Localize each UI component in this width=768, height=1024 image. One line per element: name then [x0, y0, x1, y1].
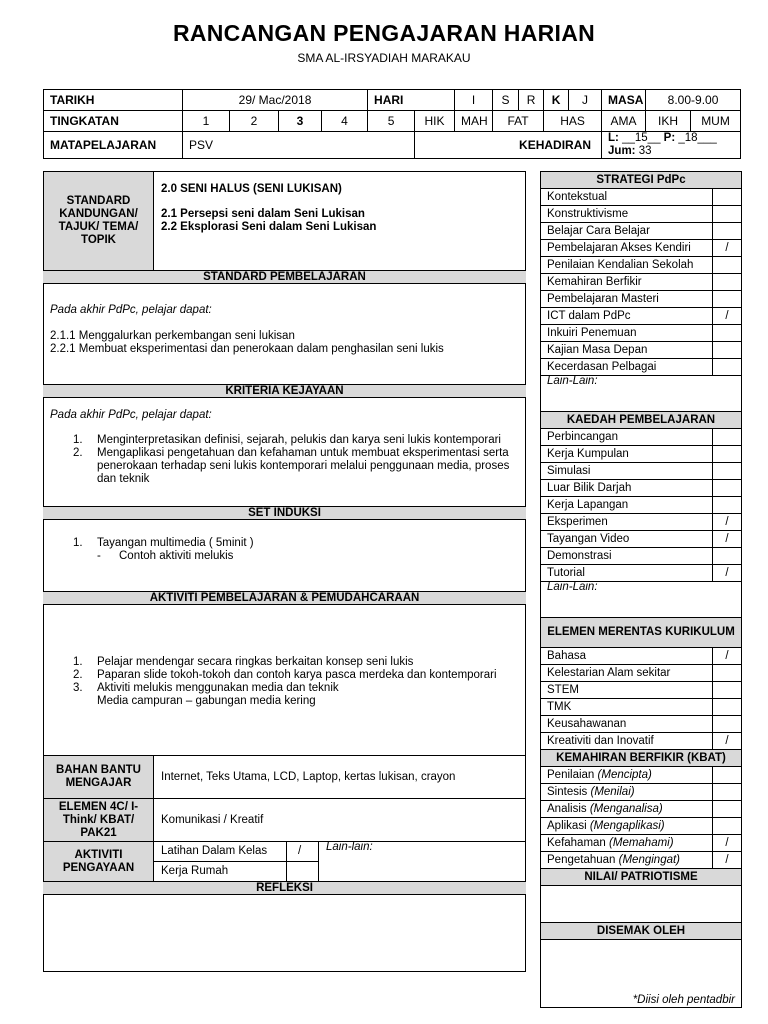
- checkmark-cell[interactable]: /: [713, 835, 742, 852]
- lelaki-label: L:: [608, 132, 619, 144]
- kaedah-item[interactable]: [541, 429, 742, 446]
- checkmark-cell[interactable]: [713, 223, 742, 240]
- kbat-item-label: Kefahaman: [547, 837, 606, 849]
- strategi-item[interactable]: [541, 223, 742, 240]
- refleksi-heading: REFLEKSI: [43, 881, 526, 895]
- checkmark-cell[interactable]: [713, 257, 742, 274]
- standard-pembelajaran-heading: STANDARD PEMBELAJARAN: [43, 270, 526, 284]
- perempuan-count: _18___: [678, 132, 717, 144]
- emk-item[interactable]: [541, 716, 742, 733]
- kaedah-item[interactable]: [541, 548, 742, 565]
- kbat-item[interactable]: [541, 767, 742, 784]
- school-name: SMA AL-IRSYADIAH MARAKAU: [297, 51, 471, 65]
- disemak-heading: DISEMAK OLEH: [541, 923, 742, 940]
- emk-item-label: STEM: [547, 684, 579, 696]
- strategi-heading: STRATEGI PdPc: [541, 172, 742, 189]
- tingkatan-cell[interactable]: 2: [230, 111, 279, 132]
- kbat-heading: KEMAHIRAN BERFIKIR (KBAT): [541, 750, 742, 767]
- strategi-item[interactable]: [541, 291, 742, 308]
- strategi-item[interactable]: [541, 274, 742, 291]
- strategi-item[interactable]: [541, 308, 742, 325]
- tingkatan-cell-selected[interactable]: 3: [279, 111, 322, 132]
- elemen-4c-value[interactable]: Komunikasi / Kreatif: [161, 814, 264, 826]
- disemak-field[interactable]: [541, 940, 742, 1008]
- kbat-item[interactable]: [541, 801, 742, 818]
- emk-item[interactable]: [541, 682, 742, 699]
- kriteria-kejayaan-heading: KRITERIA KEJAYAAN: [43, 384, 526, 398]
- strategi-item-label: Pembelajaran Masteri: [547, 293, 659, 305]
- kbat-item-sublabel: (Mengaplikasi): [589, 820, 665, 832]
- kaedah-item[interactable]: [541, 565, 742, 582]
- checkmark-cell[interactable]: [713, 767, 742, 784]
- checkmark-cell[interactable]: [713, 682, 742, 699]
- checkmark-cell[interactable]: /: [713, 531, 742, 548]
- strategi-item-label: Pembelajaran Akses Kendiri: [547, 242, 691, 254]
- kaedah-item[interactable]: [541, 463, 742, 480]
- kehadiran-value[interactable]: [602, 132, 741, 159]
- checkmark-cell[interactable]: /: [713, 565, 742, 582]
- kaedah-item-label: Kerja Kumpulan: [547, 448, 629, 460]
- checkmark-cell[interactable]: [713, 359, 742, 376]
- strategi-item-label: Kontekstual: [547, 191, 608, 203]
- kelas-cell[interactable]: HIK: [415, 111, 455, 132]
- sk-line-2: 2.1 Persepsi seni dalam Seni Lukisan: [161, 208, 365, 220]
- strategi-item-label: Penilaian Kendalian Sekolah: [547, 259, 694, 271]
- kelas-cell[interactable]: FAT: [493, 111, 544, 132]
- kelas-cell[interactable]: HAS: [544, 111, 602, 132]
- divider: [318, 842, 319, 881]
- elemen-4c-label: ELEMEN 4C/ I-Think/ KBAT/ PAK21: [44, 799, 154, 841]
- checkmark-cell[interactable]: [713, 818, 742, 835]
- kbat-item-label: Aplikasi: [547, 820, 587, 832]
- tarikh-label: TARIKH: [44, 90, 183, 111]
- emk-item[interactable]: [541, 648, 742, 665]
- pengayaan-lain[interactable]: Lain-lain:: [326, 841, 373, 853]
- kelas-cell[interactable]: IKH: [646, 111, 691, 132]
- kaedah-item-label: Kerja Lapangan: [547, 499, 629, 511]
- kaedah-item-label: Tutorial: [547, 567, 585, 579]
- masa-label: MASA: [602, 90, 646, 111]
- strategi-item-label: Konstruktivisme: [547, 208, 629, 220]
- nilai-heading: NILAI/ PATRIOTISME: [541, 869, 742, 886]
- sp-item: 2.1.1 Menggalurkan perkembangan seni lukisan: [50, 330, 295, 342]
- strategi-item[interactable]: [541, 359, 742, 376]
- checkmark-cell[interactable]: [713, 206, 742, 223]
- tingkatan-cell[interactable]: 4: [322, 111, 368, 132]
- checkmark-cell[interactable]: /: [713, 648, 742, 665]
- sk-line-1: 2.0 SENI HALUS (SENI LUKISAN): [161, 183, 342, 195]
- checkmark-cell[interactable]: [713, 480, 742, 497]
- checkmark-cell[interactable]: [713, 274, 742, 291]
- day-cell[interactable]: J: [569, 90, 602, 111]
- bahan-bantu-label: BAHAN BANTU MENGAJAR: [44, 756, 154, 798]
- checkmark-cell[interactable]: /: [713, 308, 742, 325]
- checkmark-cell[interactable]: [713, 463, 742, 480]
- kbat-item[interactable]: [541, 852, 742, 869]
- list-item: 1. Tayangan multimedia ( 5minit ) - Contoh aktiviti melukis: [73, 537, 254, 562]
- list-item: 1. Pelajar mendengar secara ringkas berkaitan konsep seni lukis: [73, 656, 414, 668]
- kbat-item-label: Sintesis: [547, 786, 588, 798]
- list-item: 3. Aktiviti melukis menggunakan media dan teknik Media campuran – gabungan media kering: [73, 682, 339, 707]
- emk-item-label: Bahasa: [547, 650, 587, 662]
- checkmark-cell[interactable]: [713, 342, 742, 359]
- strategi-item[interactable]: [541, 189, 742, 206]
- nilai-field[interactable]: [541, 886, 742, 923]
- kaedah-heading: KAEDAH PEMBELAJARAN: [541, 412, 742, 429]
- strategi-item[interactable]: [541, 257, 742, 274]
- day-cell[interactable]: R: [519, 90, 544, 111]
- latihan-dalam-kelas[interactable]: Latihan Dalam Kelas: [161, 845, 268, 857]
- hari-label: HARI: [368, 90, 455, 111]
- kbat-item-label: Pengetahuan: [547, 854, 616, 866]
- kaedah-item[interactable]: [541, 531, 742, 548]
- bahan-bantu-value[interactable]: Internet, Teks Utama, LCD, Laptop, kertas lukisan, crayon: [161, 771, 456, 783]
- checkmark-cell[interactable]: [713, 665, 742, 682]
- pentadbir-note: *Diisi oleh pentadbir: [632, 994, 735, 1006]
- kerja-rumah[interactable]: Kerja Rumah: [161, 865, 229, 877]
- day-cell[interactable]: S: [493, 90, 519, 111]
- kbat-item-label: Analisis: [547, 803, 587, 815]
- kaedah-item-label: Simulasi: [547, 465, 591, 477]
- kbat-item[interactable]: [541, 835, 742, 852]
- day-cell-selected[interactable]: K: [544, 90, 569, 111]
- emk-item[interactable]: [541, 733, 742, 750]
- strategi-item-label: Kecerdasan Pelbagai: [547, 361, 657, 373]
- kaedah-item[interactable]: [541, 446, 742, 463]
- kaedah-lain[interactable]: Lain-Lain:: [541, 582, 742, 618]
- latihan-mark: /: [298, 845, 302, 857]
- emk-heading: ELEMEN MERENTAS KURIKULUM: [541, 618, 742, 648]
- standard-kandungan-label: STANDARD KANDUNGAN/ TAJUK/ TEMA/ TOPIK: [44, 172, 154, 270]
- sk-line-3: 2.2 Eksplorasi Seni dalam Seni Lukisan: [161, 221, 377, 233]
- emk-item-label: Keusahawanan: [547, 718, 627, 730]
- aktiviti-list: [73, 656, 497, 708]
- kehadiran-label: KEHADIRAN: [415, 132, 602, 159]
- checkmark-cell[interactable]: [713, 699, 742, 716]
- checkmark-cell[interactable]: [713, 291, 742, 308]
- kaedah-item-label: Luar Bilik Darjah: [547, 482, 632, 494]
- kbat-item[interactable]: [541, 784, 742, 801]
- matapelajaran-label: MATAPELAJARAN: [44, 132, 183, 159]
- strategi-item[interactable]: [541, 325, 742, 342]
- tingkatan-label: TINGKATAN: [44, 111, 183, 132]
- si-list: [73, 537, 254, 563]
- strategi-item-label: Belajar Cara Belajar: [547, 225, 650, 237]
- kaedah-item-label: Perbincangan: [547, 431, 618, 443]
- aktiviti-pengayaan-label: AKTIVITI PENGAYAAN: [44, 842, 154, 881]
- tingkatan-cell[interactable]: 1: [183, 111, 230, 132]
- header-table: [43, 89, 741, 159]
- tarikh-value[interactable]: 29/ Mac/2018: [183, 90, 368, 111]
- strategi-item[interactable]: [541, 240, 742, 257]
- strategi-item-label: Kajian Masa Depan: [547, 344, 648, 356]
- checkmark-cell[interactable]: [713, 497, 742, 514]
- checkmark-cell[interactable]: /: [713, 240, 742, 257]
- checkmark-cell[interactable]: [713, 325, 742, 342]
- sp-item: 2.2.1 Membuat eksperimentasi dan penerokaan dalam penghasilan seni lukis: [50, 343, 444, 355]
- sp-intro: Pada akhir PdPc, pelajar dapat:: [50, 304, 212, 316]
- divider: [154, 861, 319, 862]
- emk-item-label: TMK: [547, 701, 572, 713]
- strategi-item-label: Kemahiran Berfikir: [547, 276, 642, 288]
- masa-value[interactable]: 8.00-9.00: [646, 90, 741, 111]
- kaedah-item[interactable]: [541, 497, 742, 514]
- checkmark-cell[interactable]: [713, 716, 742, 733]
- emk-item-label: Kreativiti dan Inovatif: [547, 735, 654, 747]
- kbat-item-sublabel: (Mencipta): [597, 769, 652, 781]
- kelas-cell[interactable]: MUM: [691, 111, 741, 132]
- tingkatan-cell[interactable]: 5: [368, 111, 415, 132]
- checkmark-cell[interactable]: [713, 189, 742, 206]
- kbat-item-sublabel: (Menilai): [590, 786, 635, 798]
- kaedah-item[interactable]: [541, 514, 742, 531]
- right-checklist: [540, 171, 742, 1008]
- kbat-item-sublabel: (Memahami): [609, 837, 674, 849]
- emk-item-label: Kelestarian Alam sekitar: [547, 667, 671, 679]
- perempuan-label: P:: [663, 132, 676, 144]
- set-induksi-heading: SET INDUKSI: [43, 506, 526, 520]
- checkmark-cell[interactable]: /: [713, 733, 742, 750]
- list-item: 2. Paparan slide tokoh-tokoh dan contoh karya pasca merdeka dan kontemporari: [73, 669, 497, 681]
- list-item: 2. Mengaplikasi pengetahuan dan kefahaman untuk membuat eksperimentasi serta penerokaan terhadap seni lukis kontemporari melalui penggunaan media, proses dan teknik: [73, 447, 510, 485]
- checkmark-cell[interactable]: [713, 801, 742, 818]
- matapelajaran-value[interactable]: PSV: [183, 132, 415, 159]
- checkmark-cell[interactable]: /: [713, 852, 742, 869]
- lelaki-count: __15__: [622, 132, 661, 144]
- page-title: RANCANGAN PENGAJARAN HARIAN: [172, 20, 596, 46]
- kbat-item-label: Penilaian: [547, 769, 595, 781]
- day-cell[interactable]: I: [455, 90, 493, 111]
- kaedah-item-label: Eksperimen: [547, 516, 608, 528]
- strategi-item[interactable]: [541, 206, 742, 223]
- strategi-item-label: ICT dalam PdPc: [547, 310, 631, 322]
- kk-list: [73, 434, 509, 486]
- strategi-item-label: Inkuiri Penemuan: [547, 327, 637, 339]
- emk-item[interactable]: [541, 699, 742, 716]
- kaedah-item[interactable]: [541, 480, 742, 497]
- kaedah-item-label: Demonstrasi: [547, 550, 612, 562]
- kaedah-item-label: Tayangan Video: [547, 533, 630, 545]
- divider: [286, 842, 287, 881]
- emk-item[interactable]: [541, 665, 742, 682]
- aktiviti-heading: AKTIVITI PEMBELAJARAN & PEMUDAHCARAAN: [43, 591, 526, 605]
- list-item: 1. Menginterpretasikan definisi, sejarah, pelukis dan karya seni lukis kontemporari: [73, 434, 501, 446]
- strategi-item[interactable]: [541, 342, 742, 359]
- kelas-cell[interactable]: AMA: [602, 111, 646, 132]
- jumlah-count: 33: [638, 145, 652, 157]
- checkmark-cell[interactable]: [713, 548, 742, 565]
- kbat-item-sublabel: (Menganalisa): [589, 803, 663, 815]
- strategi-lain[interactable]: Lain-Lain:: [541, 376, 742, 412]
- checkmark-cell[interactable]: [713, 446, 742, 463]
- kelas-cell[interactable]: MAH: [455, 111, 493, 132]
- jumlah-label: Jum:: [608, 145, 636, 157]
- kbat-item[interactable]: [541, 818, 742, 835]
- checkmark-cell[interactable]: /: [713, 514, 742, 531]
- checkmark-cell[interactable]: [713, 429, 742, 446]
- checkmark-cell[interactable]: [713, 784, 742, 801]
- kk-intro: Pada akhir PdPc, pelajar dapat:: [50, 409, 212, 421]
- kbat-item-sublabel: (Mengingat): [618, 854, 681, 866]
